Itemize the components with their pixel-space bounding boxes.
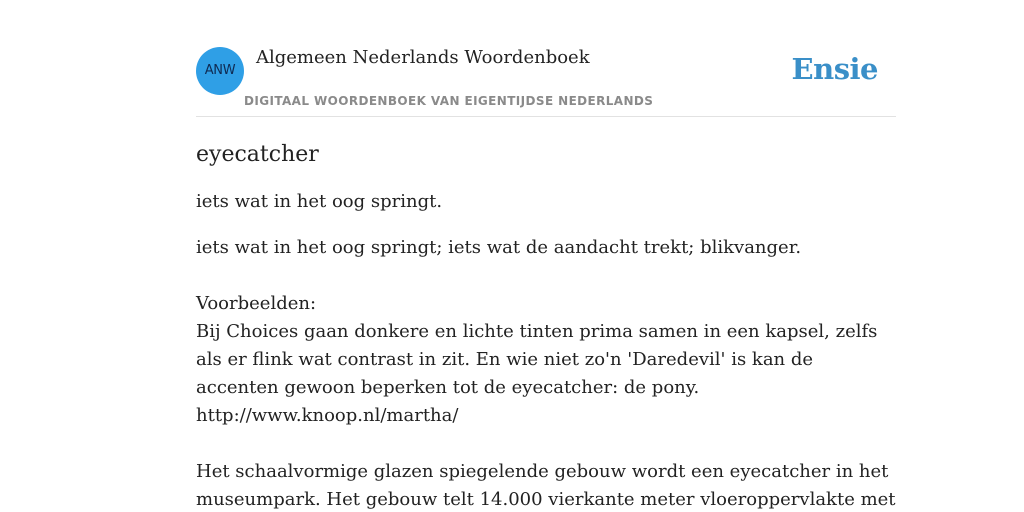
anw-logo[interactable]: ANW (196, 47, 244, 95)
examples-label: Voorbeelden: (196, 293, 317, 314)
entry-content (196, 138, 896, 512)
site-subtitle: DIGITAAL WOORDENBOEK VAN EIGENTIJDSE NEDERLANDS (244, 94, 654, 108)
site-title[interactable]: Algemeen Nederlands Woordenboek (256, 47, 590, 68)
spacer (196, 430, 896, 458)
short-definition: iets wat in het oog springt. (196, 191, 443, 212)
site-header (196, 44, 896, 117)
long-definition: iets wat in het oog springt; iets wat de aandacht trekt; blikvanger. (196, 237, 802, 258)
ensie-brand-logo[interactable]: Ensie (791, 52, 878, 86)
example-text: Het schaalvormige glazen spiegelende gebouw wordt een eyecatcher in het museumpark. Het gebouw telt 14.000 vierkante meter vloeroppervlakte met (196, 461, 896, 510)
example-text: Bij Choices gaan donkere en lichte tinten prima samen in een kapsel, zelfs als er flink wat contrast in zit. En wie niet zo'n 'Daredevil' is kan de accenten gewoon beperken tot de eyecatcher: de pony. (196, 321, 878, 398)
example-source-link[interactable]: http://www.knoop.nl/martha/ (196, 405, 459, 426)
entry-headword: eyecatcher (196, 142, 319, 167)
spacer (196, 262, 896, 290)
